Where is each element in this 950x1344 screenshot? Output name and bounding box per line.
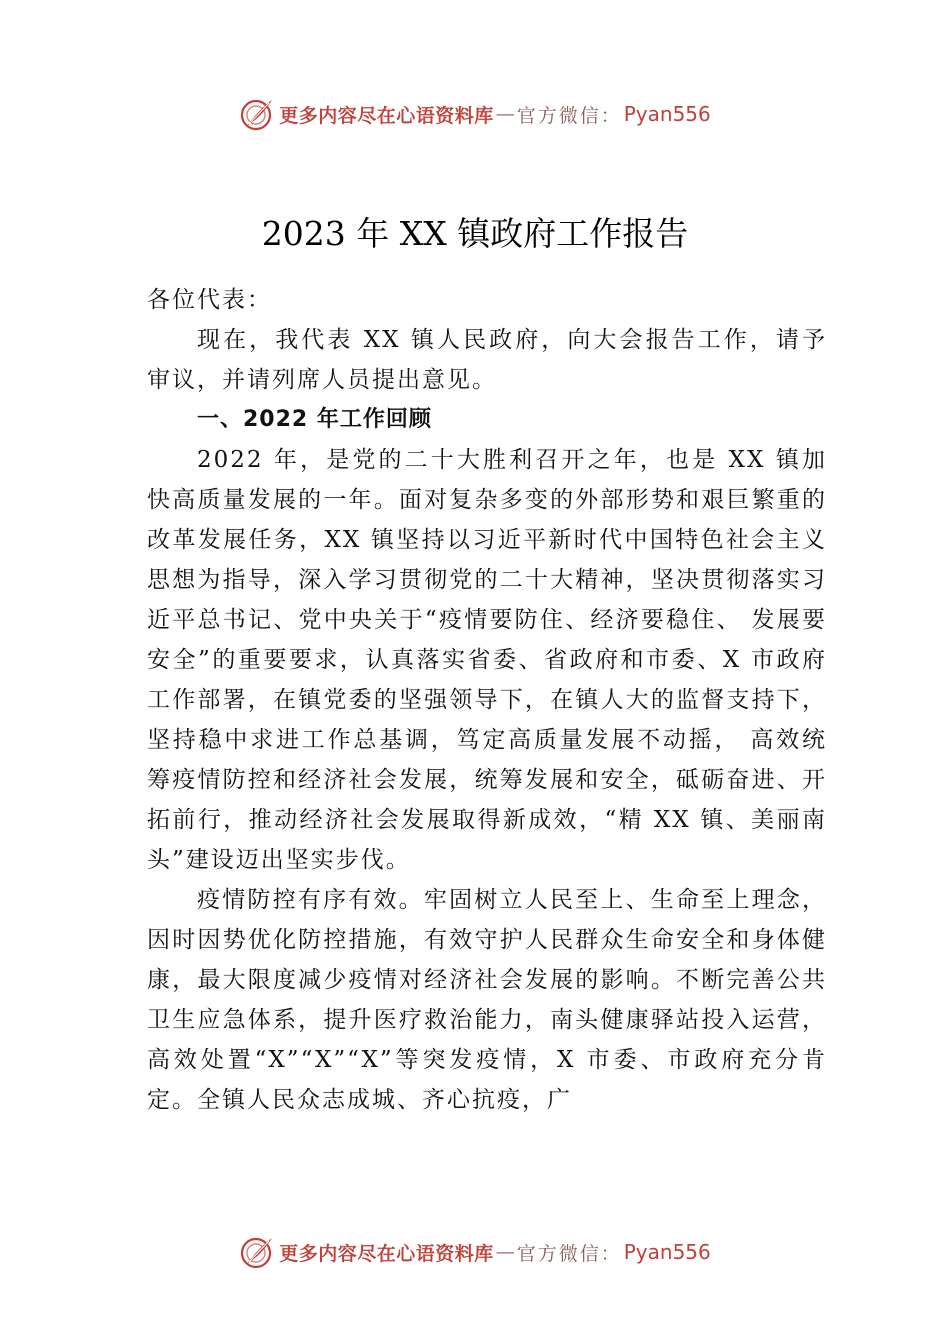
salutation: 各位代表： [147,287,272,313]
section-heading: 一、2022 年工作回顾 [197,407,432,432]
banner-brand-text: 更多内容尽在心语资料库 [279,104,494,127]
header-banner [0,94,950,134]
quill-logo-icon [239,1234,275,1270]
banner-separator: — [495,103,515,125]
banner-brand-text: 更多内容尽在心语资料库 [279,1242,494,1265]
document-body [147,280,827,1120]
document-title: 2023 年 XX 镇政府工作报告 [261,214,689,254]
footer-banner [0,1232,950,1272]
review-paragraph: 2022 年，是党的二十大胜利召开之年，也是 XX 镇加快高质量发展的一年。面对复杂多变的外部形势和艰巨繁重的改革发展任务，XX 镇坚持以习近平新时代中国特色社会主义思想为指导，深入学习贯彻党的二十大精神，坚决贯彻落实习近平总书记、党中央关于“疫情要防住、经济要稳住、 发展要安全”的重要要求，认真落实省委、省政府和市委、X 市政府工作部署，在镇党委的坚强领导下，在镇人大的监督支持下，坚持稳中求进工作总基调，笃定高质量发展不动摇， 高效统筹疫情防控和经济社会发展，统筹发展和安全，砥砺奋进、开拓前行，推动经济社会发展取得新成效，“精 XX 镇、美丽南头”建设迈出坚实步伐。 [147,447,827,873]
banner-wechat-id: Pyan556 [623,1240,711,1264]
banner-wechat-id: Pyan556 [623,102,711,126]
quill-logo-icon [239,96,275,132]
banner-wechat-label: 官方微信： [516,1242,622,1265]
opening-paragraph: 现在，我代表 XX 镇人民政府，向大会报告工作，请予审议，并请列席人员提出意见。 [147,327,827,393]
epidemic-paragraph: 疫情防控有序有效。牢固树立人民至上、生命至上理念，因时因势优化防控措施，有效守护人民群众生命安全和身体健康，最大限度减少疫情对经济社会发展的影响。不断完善公共卫生应急体系，提升医疗救治能力，南头健康驿站投入运营，高效处置“X”“X”“X”等突发疫情，X 市委、市政府充分肯定。全镇人民众志成城、齐心抗疫，广 [147,887,827,1113]
banner-wechat-label: 官方微信： [516,104,622,127]
banner-separator: — [495,1241,515,1263]
